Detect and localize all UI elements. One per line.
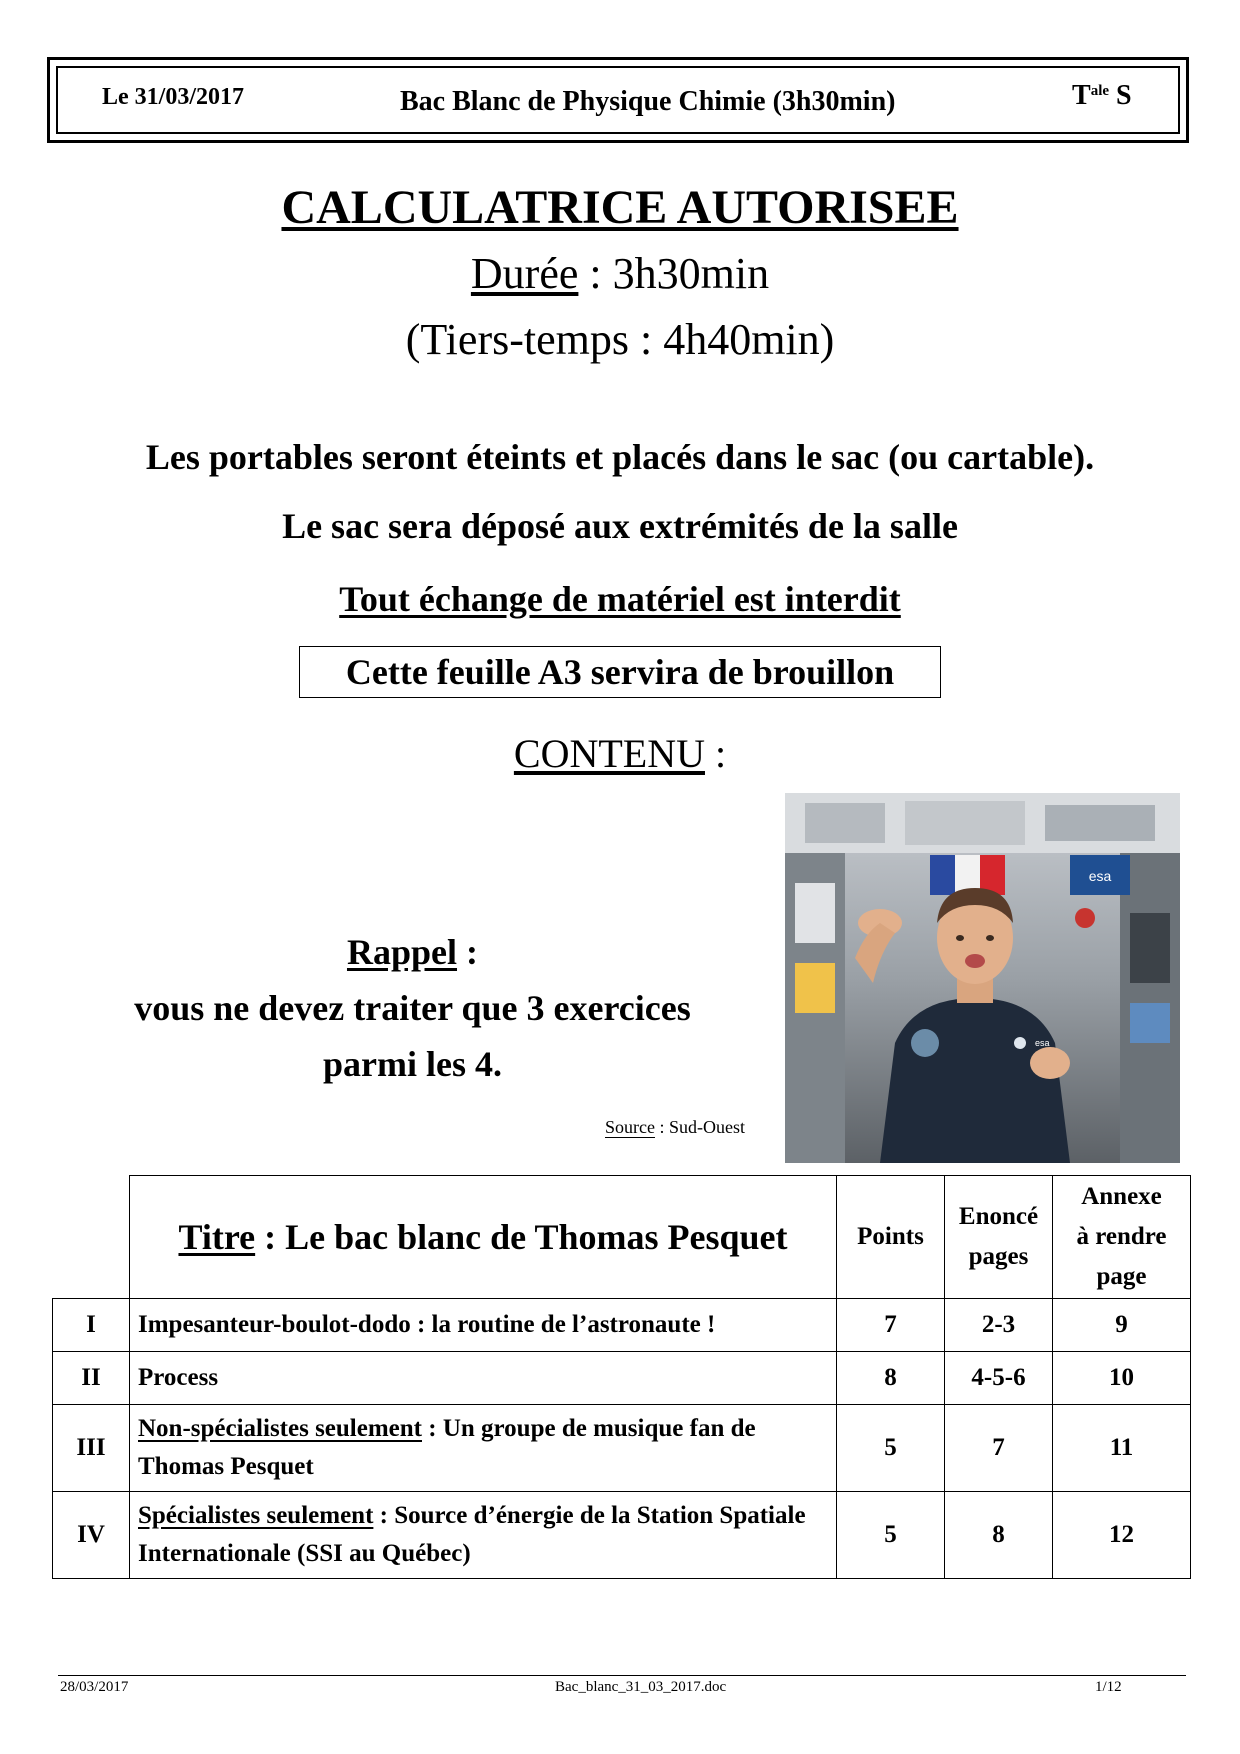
row-points: 5	[837, 1492, 945, 1579]
row-title	[130, 1492, 837, 1579]
row-annexe: 12	[1053, 1492, 1191, 1579]
row-number: III	[53, 1405, 130, 1492]
table-header-empty-cell	[53, 1176, 130, 1299]
rule-no-exchange	[0, 578, 1240, 620]
table-header-annexe-line: page	[1096, 1263, 1147, 1290]
duration-label: Durée	[470, 249, 579, 298]
calculator-notice-text: CALCULATRICE AUTORISEE	[281, 181, 959, 234]
source-value: : Sud-Ouest	[654, 1117, 745, 1137]
astronaut-photo-illustration	[785, 793, 1180, 1163]
contents-table	[52, 1175, 1191, 1579]
header-title: Bac Blanc de Physique Chimie (3h30min)	[400, 86, 896, 117]
table-header-annexe	[1053, 1176, 1191, 1299]
row-points: 7	[837, 1299, 945, 1352]
table-row	[53, 1492, 1191, 1579]
row-title: Impesanteur-boulot-dodo : la routine de l’astronaute !	[130, 1299, 837, 1352]
table-header-title-value: : Le bac blanc de Thomas Pesquet	[255, 1217, 788, 1257]
class-letter: T	[1072, 80, 1091, 111]
table-row	[53, 1405, 1191, 1492]
row-title-text: : Source d’énergie de la Station Spatiale Internationale (SSI au Québec)	[138, 1502, 806, 1567]
rule-draft-sheet: Cette feuille A3 servira de brouillon	[299, 646, 941, 698]
table-header-enonce	[945, 1176, 1053, 1299]
reminder-label: Rappel	[346, 932, 458, 972]
row-title-qualifier: Non-spécialistes seulement	[138, 1415, 422, 1442]
reminder-line-1: vous ne devez traiter que 3 exercices	[134, 988, 691, 1028]
row-pages: 4-5-6	[945, 1352, 1053, 1405]
row-pages: 7	[945, 1405, 1053, 1492]
esa-badge-text: esa	[1035, 1038, 1050, 1048]
table-header-row	[53, 1176, 1191, 1299]
row-pages: 8	[945, 1492, 1053, 1579]
duration	[0, 248, 1240, 299]
row-title: Process	[130, 1352, 837, 1405]
rule-bags: Le sac sera déposé aux extrémités de la salle	[282, 506, 958, 546]
footer-filename: Bac_blanc_31_03_2017.doc	[555, 1679, 727, 1695]
footer-divider	[58, 1675, 1186, 1676]
row-number: IV	[53, 1492, 130, 1579]
table-row	[53, 1299, 1191, 1352]
photo-source	[605, 1117, 745, 1138]
reminder	[80, 924, 745, 1092]
table-header-title	[130, 1176, 837, 1299]
calculator-notice	[0, 180, 1240, 235]
row-title-text: : Un groupe de musique fan de Thomas Pesquet	[138, 1415, 756, 1480]
contents-suffix: :	[704, 731, 727, 776]
table-header-title-label: Titre	[178, 1217, 256, 1257]
astronaut-photo	[785, 793, 1180, 1163]
row-title-qualifier: Spécialistes seulement	[138, 1502, 374, 1529]
reminder-heading	[80, 924, 745, 980]
row-title	[130, 1405, 837, 1492]
rule-no-exchange-text: Tout échange de matériel est interdit	[339, 579, 901, 619]
duration-value: : 3h30min	[578, 249, 770, 298]
contents-label: CONTENU	[513, 731, 705, 776]
row-points: 8	[837, 1352, 945, 1405]
row-number: II	[53, 1352, 130, 1405]
row-pages: 2-3	[945, 1299, 1053, 1352]
table-header-points: Points	[837, 1176, 945, 1299]
tiers-temps: (Tiers-temps : 4h40min)	[405, 315, 835, 364]
footer-date: 28/03/2017	[60, 1679, 129, 1695]
table-header-annexe-line: à rendre	[1076, 1223, 1167, 1250]
header-date: Le 31/03/2017	[102, 84, 244, 110]
rule-phones: Les portables seront éteints et placés dans le sac (ou cartable).	[145, 437, 1095, 477]
table-header-enonce-line: pages	[968, 1243, 1029, 1270]
class-suffix: S	[1109, 80, 1132, 111]
table-row	[53, 1352, 1191, 1405]
row-points: 5	[837, 1405, 945, 1492]
header-class	[1072, 80, 1132, 112]
row-annexe: 11	[1053, 1405, 1191, 1492]
reminder-suffix: :	[457, 932, 479, 972]
row-number: I	[53, 1299, 130, 1352]
table-header-enonce-line: Enoncé	[958, 1203, 1039, 1230]
class-superscript: ale	[1090, 83, 1110, 99]
row-annexe: 9	[1053, 1299, 1191, 1352]
contents-heading	[0, 730, 1240, 777]
row-annexe: 10	[1053, 1352, 1191, 1405]
reminder-line-2: parmi les 4.	[323, 1044, 502, 1084]
table-header-annexe-line: Annexe	[1081, 1183, 1162, 1210]
esa-flag-text: esa	[1088, 868, 1112, 884]
footer-page-number: 1/12	[1095, 1679, 1122, 1695]
source-label: Source	[605, 1117, 655, 1137]
